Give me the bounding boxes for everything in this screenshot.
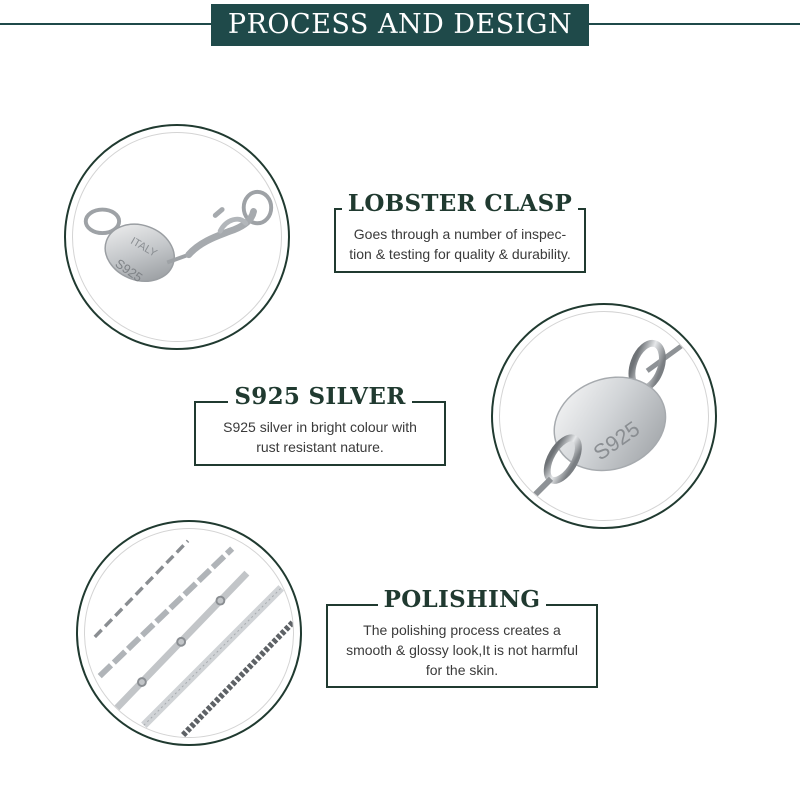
polished-chains-image bbox=[76, 520, 302, 746]
feature-title: S925 SILVER bbox=[228, 383, 411, 411]
header-line-right bbox=[588, 23, 800, 25]
feature-title: POLISHING bbox=[378, 586, 547, 614]
tag-s925-large-text: S925 bbox=[588, 415, 645, 466]
tag-s925-text: S925 bbox=[112, 255, 146, 285]
tag-italy-text: ITALY bbox=[128, 235, 159, 260]
feature-polishing bbox=[326, 586, 598, 688]
feature-title: LOBSTER CLASP bbox=[342, 190, 578, 218]
feature-description: Goes through a number of inspec- tion & testing for quality & durability. bbox=[349, 226, 571, 262]
feature-description: S925 silver in bright colour with rust resistant nature. bbox=[223, 419, 417, 455]
silver-tag-icon bbox=[500, 312, 708, 520]
chains-icon bbox=[85, 529, 293, 737]
page-title: PROCESS AND DESIGN bbox=[211, 4, 589, 46]
feature-description: The polishing process creates a smooth & glossy look,It is not harmful for the skin. bbox=[346, 622, 578, 678]
feature-lobster-clasp bbox=[334, 190, 586, 273]
silver-tag-image bbox=[491, 303, 717, 529]
lobster-clasp-icon bbox=[73, 133, 281, 341]
feature-s925-silver bbox=[194, 383, 446, 466]
header-line-left bbox=[0, 23, 214, 25]
lobster-clasp-image bbox=[64, 124, 290, 350]
